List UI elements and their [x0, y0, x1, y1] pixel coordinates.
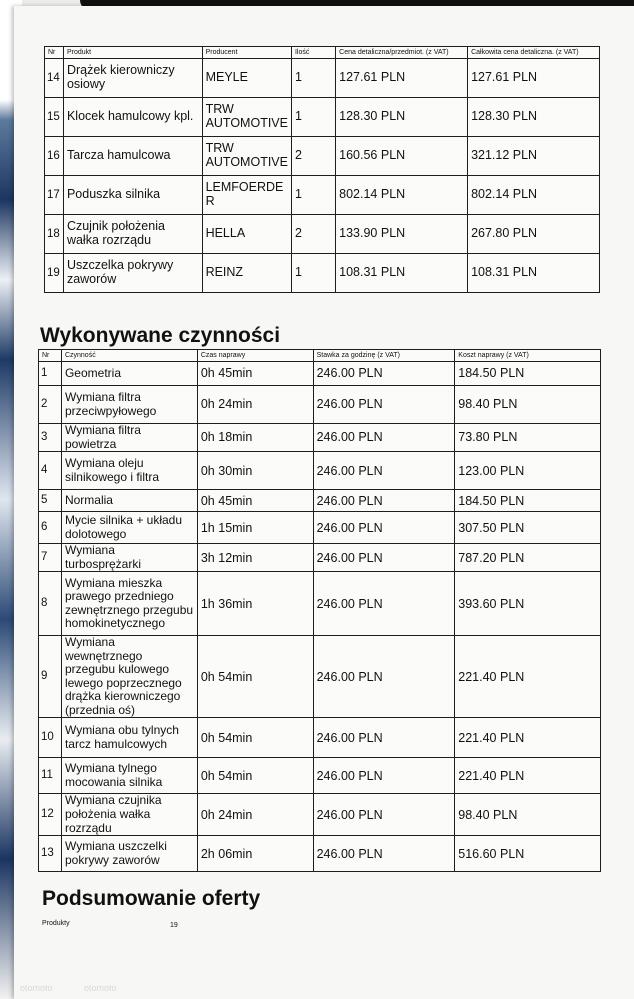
- part-producer: TRW AUTOMOTIVE: [202, 98, 291, 137]
- service-name: Normalia: [61, 490, 197, 512]
- table-row: [39, 758, 601, 794]
- service-cost: 787.20 PLN: [455, 544, 601, 572]
- service-rate: 246.00 PLN: [313, 636, 455, 718]
- part-qty: 1: [291, 59, 335, 98]
- part-producer: MEYLE: [202, 59, 291, 98]
- part-no: 17: [45, 176, 64, 215]
- service-no: 8: [39, 572, 62, 636]
- service-cost: 184.50 PLN: [455, 490, 601, 512]
- service-cost: 123.00 PLN: [455, 452, 601, 490]
- service-name: Mycie silnika + układu dolotowego: [61, 512, 197, 544]
- service-time: 0h 18min: [197, 424, 313, 452]
- table-row: [45, 215, 600, 254]
- part-unit-price: 133.90 PLN: [336, 215, 468, 254]
- table-row: [39, 424, 601, 452]
- table-row: [39, 452, 601, 490]
- part-unit-price: 160.56 PLN: [336, 137, 468, 176]
- service-no: 9: [39, 636, 62, 718]
- service-name: Wymiana filtra powietrza: [61, 424, 197, 452]
- parts-header-row: [45, 47, 600, 59]
- table-row: [39, 544, 601, 572]
- table-row: [45, 98, 600, 137]
- service-cost: 516.60 PLN: [455, 836, 601, 872]
- service-no: 2: [39, 386, 62, 424]
- service-cost: 98.40 PLN: [455, 794, 601, 836]
- services-table: [38, 349, 601, 872]
- services-heading: Wykonywane czynności: [40, 324, 281, 347]
- parts-header-producer: Producent: [202, 47, 291, 59]
- service-time: 0h 45min: [197, 362, 313, 386]
- service-time: 1h 36min: [197, 572, 313, 636]
- table-row: [45, 176, 600, 215]
- part-total: 128.30 PLN: [468, 98, 600, 137]
- parts-header-total: Całkowita cena detaliczna. (z VAT): [468, 47, 600, 59]
- part-name: Poduszka silnika: [63, 176, 202, 215]
- service-time: 0h 54min: [197, 718, 313, 758]
- table-row: [39, 386, 601, 424]
- part-producer: REINZ: [202, 254, 291, 293]
- services-header-cost: Koszt naprawy (z VAT): [455, 350, 601, 362]
- part-total: 267.80 PLN: [468, 215, 600, 254]
- service-no: 3: [39, 424, 62, 452]
- part-qty: 1: [291, 176, 335, 215]
- service-name: Geometria: [61, 362, 197, 386]
- table-row: [39, 718, 601, 758]
- parts-header-product: Produkt: [63, 47, 202, 59]
- services-header-name: Czynność: [61, 350, 197, 362]
- summary-heading: Podsumowanie oferty: [42, 887, 261, 910]
- services-header-rate: Stawka za godzinę (z VAT): [313, 350, 455, 362]
- part-producer: TRW AUTOMOTIVE: [202, 137, 291, 176]
- table-row: [39, 836, 601, 872]
- service-time: 0h 45min: [197, 490, 313, 512]
- part-name: Czujnik położenia wałka rozrządu: [63, 215, 202, 254]
- service-time: 1h 15min: [197, 512, 313, 544]
- service-name: Wymiana uszczelki pokrywy zaworów: [61, 836, 197, 872]
- part-no: 14: [45, 59, 64, 98]
- table-row: [39, 794, 601, 836]
- part-total: 802.14 PLN: [468, 176, 600, 215]
- service-no: 12: [39, 794, 62, 836]
- watermark-left: otomoto: [20, 983, 53, 993]
- service-time: 0h 30min: [197, 452, 313, 490]
- table-row: [39, 636, 601, 718]
- service-no: 5: [39, 490, 62, 512]
- service-rate: 246.00 PLN: [313, 718, 455, 758]
- service-no: 1: [39, 362, 62, 386]
- service-time: 0h 54min: [197, 636, 313, 718]
- service-rate: 246.00 PLN: [313, 512, 455, 544]
- part-unit-price: 127.61 PLN: [336, 59, 468, 98]
- part-qty: 1: [291, 254, 335, 293]
- services-header-time: Czas naprawy: [197, 350, 313, 362]
- part-unit-price: 128.30 PLN: [336, 98, 468, 137]
- part-producer: LEMFOERDE R: [202, 176, 291, 215]
- service-rate: 246.00 PLN: [313, 424, 455, 452]
- service-time: 0h 24min: [197, 794, 313, 836]
- service-no: 10: [39, 718, 62, 758]
- service-cost: 184.50 PLN: [455, 362, 601, 386]
- service-name: Wymiana mieszka prawego przedniego zewnętrznego przegubu homokinetycznego: [61, 572, 197, 636]
- service-no: 4: [39, 452, 62, 490]
- service-name: Wymiana turbosprężarki: [61, 544, 197, 572]
- table-row: [45, 137, 600, 176]
- parts-table: [44, 46, 600, 293]
- service-rate: 246.00 PLN: [313, 452, 455, 490]
- part-qty: 2: [291, 137, 335, 176]
- service-rate: 246.00 PLN: [313, 836, 455, 872]
- service-cost: 221.40 PLN: [455, 758, 601, 794]
- part-total: 321.12 PLN: [468, 137, 600, 176]
- part-qty: 2: [291, 215, 335, 254]
- service-name: Wymiana czujnika położenia wałka rozrządu: [61, 794, 197, 836]
- parts-header-nr: Nr: [45, 47, 64, 59]
- service-name: Wymiana oleju silnikowego i filtra: [61, 452, 197, 490]
- table-row: [39, 512, 601, 544]
- service-name: Wymiana tylnego mocowania silnika: [61, 758, 197, 794]
- service-rate: 246.00 PLN: [313, 490, 455, 512]
- service-name: Wymiana obu tylnych tarcz hamulcowych: [61, 718, 197, 758]
- part-unit-price: 108.31 PLN: [336, 254, 468, 293]
- services-header-nr: Nr: [39, 350, 62, 362]
- part-name: Klocek hamulcowy kpl.: [63, 98, 202, 137]
- part-name: Tarcza hamulcowa: [63, 137, 202, 176]
- service-rate: 246.00 PLN: [313, 758, 455, 794]
- part-no: 18: [45, 215, 64, 254]
- service-name: Wymiana filtra przeciwpyłowego: [61, 386, 197, 424]
- service-no: 6: [39, 512, 62, 544]
- part-no: 19: [45, 254, 64, 293]
- part-unit-price: 802.14 PLN: [336, 176, 468, 215]
- service-no: 7: [39, 544, 62, 572]
- service-time: 2h 06min: [197, 836, 313, 872]
- service-time: 3h 12min: [197, 544, 313, 572]
- service-rate: 246.00 PLN: [313, 794, 455, 836]
- part-name: Uszczelka pokrywy zaworów: [63, 254, 202, 293]
- services-header-row: [39, 350, 601, 362]
- table-row: [45, 59, 600, 98]
- part-producer: HELLA: [202, 215, 291, 254]
- service-no: 11: [39, 758, 62, 794]
- part-total: 108.31 PLN: [468, 254, 600, 293]
- part-no: 16: [45, 137, 64, 176]
- table-row: [39, 572, 601, 636]
- service-cost: 73.80 PLN: [455, 424, 601, 452]
- part-total: 127.61 PLN: [468, 59, 600, 98]
- part-name: Drążek kierowniczy osiowy: [63, 59, 202, 98]
- service-cost: 221.40 PLN: [455, 636, 601, 718]
- parts-header-unit-price: Cena detaliczna/przedmiot. (z VAT): [336, 47, 468, 59]
- service-cost: 393.60 PLN: [455, 572, 601, 636]
- page-number: 19: [170, 922, 178, 929]
- service-cost: 98.40 PLN: [455, 386, 601, 424]
- service-cost: 221.40 PLN: [455, 718, 601, 758]
- service-time: 0h 24min: [197, 386, 313, 424]
- footer-label: Produkty: [42, 920, 70, 927]
- service-no: 13: [39, 836, 62, 872]
- service-name: Wymiana wewnętrznego przegubu kulowego lewego poprzecznego drążka kierowniczego (przednia oś): [61, 636, 197, 718]
- parts-header-qty: Ilość: [291, 47, 335, 59]
- table-row: [39, 362, 601, 386]
- service-rate: 246.00 PLN: [313, 386, 455, 424]
- part-no: 15: [45, 98, 64, 137]
- service-cost: 307.50 PLN: [455, 512, 601, 544]
- service-time: 0h 54min: [197, 758, 313, 794]
- service-rate: 246.00 PLN: [313, 362, 455, 386]
- table-row: [39, 490, 601, 512]
- service-rate: 246.00 PLN: [313, 572, 455, 636]
- table-row: [45, 254, 600, 293]
- watermark-right: otomoto: [84, 983, 117, 993]
- service-rate: 246.00 PLN: [313, 544, 455, 572]
- part-qty: 1: [291, 98, 335, 137]
